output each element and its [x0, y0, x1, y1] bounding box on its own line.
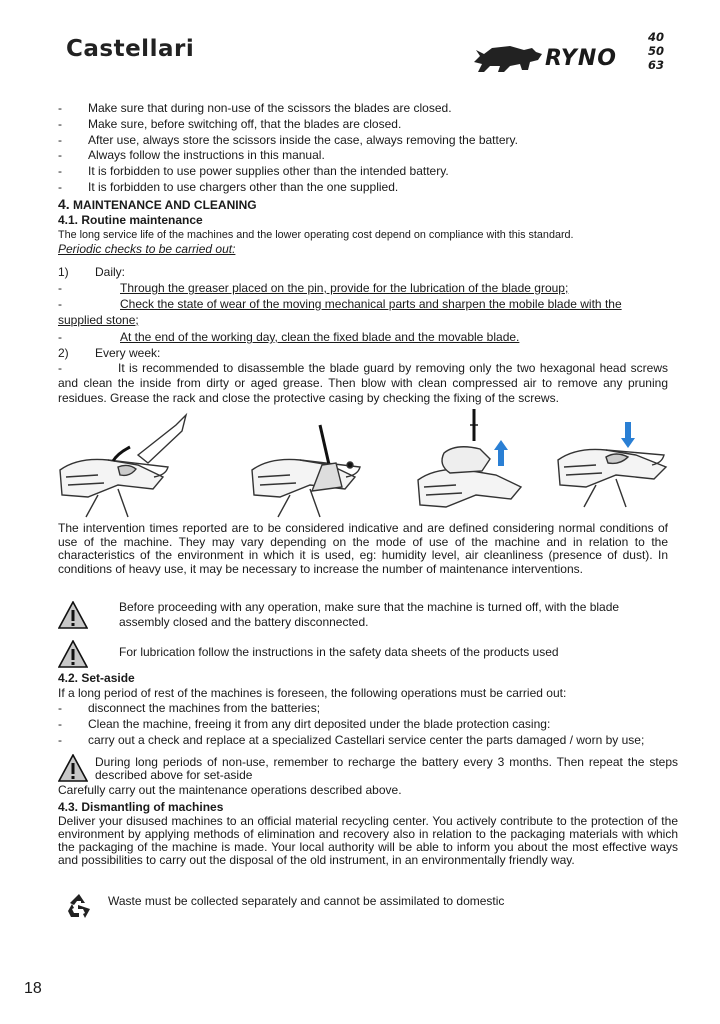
dismantling-paragraph: Deliver your disused machines to an official material recycling center. You actively contribute to the protection of the environment by applying methods of elimination and recovery also in relation to the packaging materials with which the packaging of the machine is made. Your local authority will be able to inform you about the most effective ways and possibilities to carry out the disposal of the old instrument, in an environmentally friendly way. — [58, 814, 678, 867]
list-item: - carry out a check and replace at a specialized Castellari service center the parts damaged / worn by use; — [58, 732, 645, 747]
list-item: - disconnect the machines from the batteries; — [58, 701, 321, 715]
intervention-paragraph: The intervention times reported are to be considered indicative and are defined considering normal conditions of use of the machine. They may vary depending on the mode of use of the machine and in relation to the characteristics of the environment in which it is used, eg: humidity level, air cleanliness (presence of dust). In conditions of heavy use, it may be necessary to increase the number of maintenance interventions. — [58, 521, 668, 576]
setaside-warning-text: During long periods of non-use, remember to recharge the battery every 3 months. Then repeat the steps described above for set-aside — [95, 755, 678, 782]
daily-label: Daily: — [95, 265, 126, 279]
model-63: 63 — [648, 58, 665, 72]
subsection-heading-4-2: 4.2. Set-aside — [58, 671, 135, 685]
daily-item: supplied stone; — [58, 313, 139, 327]
list-item: - It is forbidden to use chargers other than the one supplied. — [58, 179, 399, 194]
intro-list — [58, 101, 678, 196]
warning-icon — [58, 601, 88, 629]
dash: - — [58, 361, 62, 375]
list-item: - Make sure that during non-use of the scissors the blades are closed. — [58, 101, 452, 115]
list-item: - Clean the machine, freeing it from any dirt deposited under the blade protection casing: — [58, 716, 551, 731]
waste-text: Waste must be collected separately and cannot be assimilated to domestic — [108, 894, 505, 908]
page-number: 18 — [24, 980, 42, 997]
routine-paragraph: The long service life of the machines and the lower operating cost depend on compliance with this standard. — [58, 229, 574, 241]
product-name: RYNO — [545, 46, 617, 71]
weekly-number: 2) — [58, 346, 69, 360]
daily-item: At the end of the working day, clean the fixed blade and the movable blade. — [120, 330, 520, 344]
list-item: - Make sure, before switching off, that the blades are closed. — [58, 116, 402, 131]
periodic-checks-label: Periodic checks to be carried out: — [58, 242, 236, 256]
daily-item: Through the greaser placed on the pin, provide for the lubrication of the blade group; — [120, 281, 569, 295]
greaser-figure — [60, 415, 186, 517]
maintenance-illustrations — [58, 405, 670, 525]
list-item: - After use, always store the scissors inside the case, always removing the battery. — [58, 132, 518, 147]
dash: - — [58, 297, 62, 311]
model-list — [648, 30, 664, 72]
model-40: 40 — [648, 30, 665, 44]
daily-item: Check the state of wear of the moving mechanical parts and sharpen the mobile blade with the — [120, 297, 622, 311]
brand-logo: Castellari — [66, 36, 195, 62]
dash: - — [58, 330, 62, 344]
warning-icon — [58, 640, 88, 668]
recycle-icon — [66, 893, 92, 919]
setaside-list — [58, 701, 683, 748]
weekly-paragraph: It is recommended to disassemble the blade guard by removing only the two hexagonal head screws and clean the inside from dirty or aged grease. Then blow with clean compressed air to remove any pruning residues. Grease the rack and close the protective casing by checking the fixing of the screws. — [58, 361, 668, 405]
setaside-after: Carefully carry out the maintenance operations described above. — [58, 783, 402, 797]
warning-text: Before proceeding with any operation, make sure that the machine is turned off, with the blade assembly closed and the battery disconnected. — [119, 600, 620, 629]
arrow-down-icon — [621, 422, 635, 448]
warning-text: For lubrication follow the instructions in the safety data sheets of the products used — [119, 645, 559, 659]
setaside-paragraph: If a long period of rest of the machines is foreseen, the following operations must be carried out: — [58, 686, 567, 700]
dash: - — [58, 281, 62, 295]
brush-figure — [252, 425, 360, 517]
warning-icon — [58, 754, 88, 782]
list-item: - Always follow the instructions in this manual. — [58, 148, 325, 163]
rhino-logo-icon — [470, 38, 544, 78]
list-item: - It is forbidden to use power supplies other than the intended battery. — [58, 164, 449, 179]
daily-number: 1) — [58, 265, 69, 279]
section-heading: 4. MAINTENANCE AND CLEANING — [58, 196, 257, 212]
subsection-heading-4-1: 4.1. Routine maintenance — [58, 213, 203, 227]
weekly-label: Every week: — [95, 346, 161, 360]
subsection-heading-4-3: 4.3. Dismantling of machines — [58, 800, 224, 814]
arrow-up-icon — [494, 440, 508, 466]
model-50: 50 — [648, 44, 665, 58]
close-guard-figure — [558, 449, 666, 507]
